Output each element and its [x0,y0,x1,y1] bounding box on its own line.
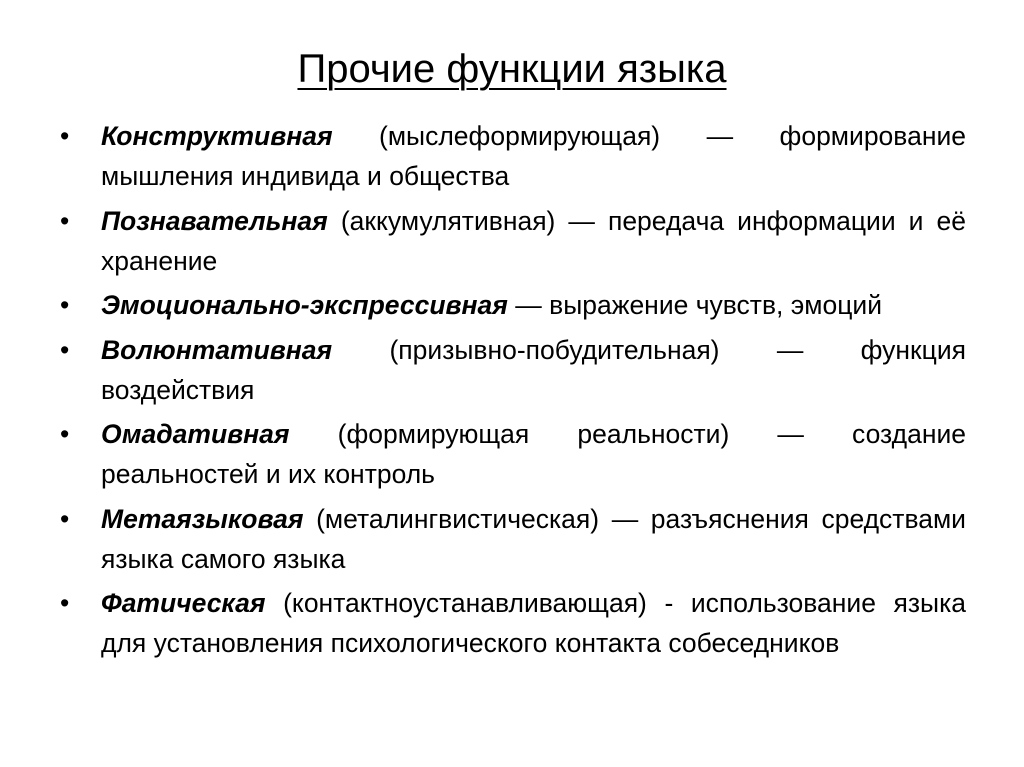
slide-title [0,44,1024,94]
bullet-icon: • [60,588,70,618]
list-item-metalinguistic [60,499,966,579]
list-item-emotive [60,285,966,325]
list-item-term: Познавательная [101,205,328,236]
list-item-description: — выражение чувств, эмоций [507,290,883,320]
list-item-term: Фатическая [101,588,266,618]
list-item-description: (формирующая реальности) — создание реальностей и их контроль [101,419,966,489]
list-item-description: (мыслеформирующая) — формирование мышления индивида и общества [101,121,966,191]
list-item-term: Конструктивная [101,121,333,151]
bullet-icon: • [60,290,70,320]
list-item-omadative [60,414,966,494]
bullet-icon: • [60,121,70,151]
bullet-icon: • [60,419,70,449]
functions-list [60,116,966,668]
bullet-icon: • [60,205,70,236]
list-item-term: Омадативная [101,419,290,449]
list-item-description: (контактноустанавливающая) - использование языка для установления психологического контакта собеседников [101,588,966,658]
list-item-term: Волюнтативная [101,334,333,365]
slide-title-text: Прочие функции языка [297,47,727,91]
bullet-icon: • [60,334,70,365]
list-item-description: (аккумулятивная) — передача информации и её хранение [101,205,966,276]
list-item-term: Метаязыковая [101,503,304,534]
list-item-phatic [60,583,966,663]
list-item-constructive [60,116,966,196]
list-item-cognitive [60,201,966,281]
list-item-description: (металингвистическая) — разъяснения средствами языка самого языка [101,503,966,574]
bullet-icon: • [60,503,70,534]
list-item-voluntative [60,330,966,410]
list-item-description: (призывно-побудительная) — функция воздействия [101,334,966,405]
list-item-term: Эмоционально-экспрессивная [101,290,508,320]
